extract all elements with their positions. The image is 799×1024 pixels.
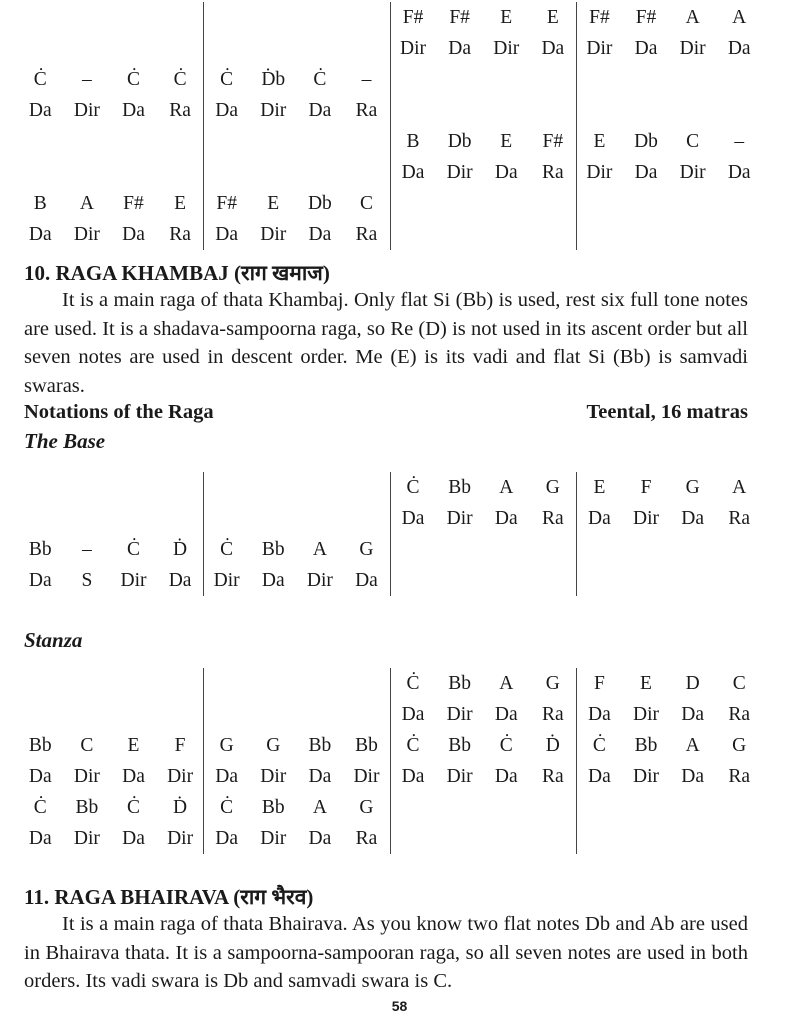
notation-cell: Ċ [173, 69, 187, 90]
notation-cell: Da [122, 224, 145, 245]
notation-cell: Da [588, 508, 611, 529]
notation-cell: E [127, 735, 140, 756]
notation-cell: Da [681, 766, 704, 787]
notation-cell: Ċ [33, 797, 47, 818]
notation-cell: Dir [167, 828, 194, 849]
notation-cell: Ra [355, 100, 378, 121]
notation-cell: Bb [261, 539, 285, 560]
notation-cell: E [593, 131, 606, 152]
notation-cell: Ra [541, 508, 564, 529]
notation-cell: E [640, 673, 652, 694]
notation-cell: Da [215, 766, 239, 787]
notation-cell: Da [168, 570, 192, 591]
notation-cell: Ċ [406, 673, 420, 694]
notation-cell: Bb [448, 477, 472, 498]
notation-cell: A [732, 477, 747, 498]
notation-cell: B [33, 193, 47, 214]
taal-label: Teental, 16 matras [586, 401, 748, 423]
notation-cell: Ċ [592, 735, 606, 756]
notation-cell: – [82, 69, 92, 90]
notation-cell: G [732, 735, 747, 756]
notation-cell: E [267, 193, 280, 214]
notation-cell: Ċ [126, 539, 140, 560]
notation-cell: Dir [260, 766, 287, 787]
notation-cell: A [312, 797, 327, 818]
notation-cell: Ċ [126, 797, 140, 818]
measure-divider [576, 472, 577, 596]
notations-label: Notations of the Raga [24, 401, 214, 423]
notation-cell: Ċ [220, 69, 234, 90]
notation-cell: Db [447, 131, 472, 152]
page-number: 58 [391, 998, 408, 1014]
stanza-label: Stanza [24, 628, 83, 652]
notation-cell: Ra [355, 828, 378, 849]
notation-cell: Dir [633, 766, 660, 787]
notation-cell: A [732, 7, 747, 28]
notation-cell: Dir [260, 828, 287, 849]
notation-cell: Db [307, 193, 332, 214]
notation-cell: Bb [448, 735, 472, 756]
notation-cell: G [685, 477, 700, 498]
notation-cell: Da [494, 162, 518, 183]
notation-cell: Bb [75, 797, 99, 818]
notation-cell: Ċ [126, 69, 140, 90]
notation-cell: Da [215, 224, 239, 245]
notation-cell: Da [401, 162, 425, 183]
notation-cell: Dir [633, 508, 660, 529]
notation-cell: Dir [446, 766, 473, 787]
notation-cell: Da [28, 766, 52, 787]
measure-divider [576, 668, 577, 854]
notation-cell: Dir [260, 224, 287, 245]
notation-cell: Dir [73, 766, 100, 787]
notation-cell: Da [494, 704, 518, 725]
notation-cell: F# [635, 7, 657, 28]
measure-divider [203, 2, 204, 250]
notation-cell: Ċ [406, 477, 420, 498]
notation-cell: Da [122, 828, 145, 849]
notation-cell: Dir [446, 508, 473, 529]
notation-cell: Ra [541, 704, 564, 725]
notation-cell: Ḋ [173, 797, 188, 818]
notation-table-stanza [17, 668, 763, 854]
notation-cell: Ra [541, 766, 564, 787]
notation-cell: A [312, 539, 327, 560]
notation-cell: E [500, 131, 513, 152]
notation-cell: G [359, 539, 374, 560]
notation-cell: Da [401, 508, 425, 529]
notation-cell: F [593, 673, 605, 694]
measure-divider [390, 472, 391, 596]
notation-cell: Dir [679, 162, 706, 183]
notation-cell: Da [215, 100, 239, 121]
notation-cell: Da [355, 570, 378, 591]
notation-cell: Dir [73, 828, 100, 849]
notation-cell: Dir [120, 570, 147, 591]
notation-cell: A [499, 673, 514, 694]
notation-cell: Da [727, 162, 751, 183]
notation-cell: Dir [586, 162, 613, 183]
notation-cell: G [219, 735, 234, 756]
notation-cell: Da [28, 224, 52, 245]
notation-cell: Ra [728, 704, 751, 725]
section-11-paragraph: It is a main raga of thata Bhairava. As you know two flat notes Db and Ab are used in Bhairava thata. It is a sampoorna-sampooran raga, so all seven notes are used in both orders. Its vadi swara is Db and samvadi swara is C. [24, 913, 748, 993]
notation-cell: Da [261, 570, 285, 591]
notation-cell: Db [634, 131, 658, 152]
notation-cell: Ra [169, 100, 191, 121]
notation-cell: Da [448, 38, 472, 59]
notation-cell: Ċ [220, 797, 234, 818]
notation-cell: Da [727, 38, 751, 59]
notation-cell: Bb [448, 673, 472, 694]
notation-cell: E [546, 7, 559, 28]
notation-cell: G [359, 797, 374, 818]
notation-cell: Da [681, 704, 704, 725]
notation-cell: E [593, 477, 606, 498]
notation-cell: Da [681, 508, 704, 529]
measure-divider [576, 2, 577, 250]
notation-cell: Da [308, 100, 332, 121]
notation-cell: Ċ [33, 69, 47, 90]
notation-cell: Dir [400, 38, 427, 59]
notation-cell: Ra [355, 224, 378, 245]
notation-cell: Da [28, 828, 52, 849]
notation-cell: Dir [446, 704, 473, 725]
notation-cell: Da [541, 38, 565, 59]
notation-cell: Da [215, 828, 239, 849]
notation-cell: Dir [260, 100, 287, 121]
notation-cell: Dir [167, 766, 194, 787]
notation-cell: F# [589, 7, 610, 28]
measure-divider [390, 668, 391, 854]
notation-cell: Da [122, 766, 145, 787]
notation-cell: C [80, 735, 94, 756]
notation-cell: D [685, 673, 700, 694]
notation-cell: Da [401, 766, 425, 787]
notation-cell: C [359, 193, 373, 214]
notation-cell: E [174, 193, 187, 214]
notation-cell: Ḋb [261, 69, 286, 90]
notation-cell: Ra [728, 766, 751, 787]
notation-cell: G [266, 735, 281, 756]
notation-cell: Dir [633, 704, 660, 725]
notation-cell: Da [401, 704, 425, 725]
notation-cell: Bb [28, 735, 52, 756]
notation-cell: Ḋ [173, 539, 188, 560]
notation-cell: Ċ [313, 69, 327, 90]
notation-cell: Ra [169, 224, 191, 245]
notation-cell: Da [494, 508, 518, 529]
notation-cell: Dir [493, 38, 520, 59]
notation-cell: A [79, 193, 94, 214]
notation-cell: Dir [679, 38, 706, 59]
notation-cell: Bb [355, 735, 378, 756]
notation-table-base [17, 472, 763, 596]
notation-cell: Bb [634, 735, 658, 756]
notation-cell: G [545, 673, 560, 694]
section-10-paragraph: It is a main raga of thata Khambaj. Only flat Si (Bb) is used, rest six full tone notes are used. It is a shadava-sampoorna raga, so Re (D) is not used in its ascent order but all seven notes are used in descent order. Me (E) is its vadi and flat Si (Bb) is samvadi swaras. [24, 289, 748, 397]
notation-cell: A [685, 735, 700, 756]
notation-cell: F# [402, 7, 424, 28]
notation-cell: Bb [28, 539, 52, 560]
notation-cell: Ċ [406, 735, 420, 756]
notation-cell: Dir [306, 570, 333, 591]
notation-cell: Da [634, 162, 658, 183]
notation-cell: Dir [73, 100, 100, 121]
notation-cell: Da [588, 766, 611, 787]
notation-cell: F# [449, 7, 470, 28]
section-11-heading: 11. RAGA BHAIRAVA (राग भैरव) [24, 885, 314, 909]
notation-cell: – [361, 69, 372, 90]
notation-cell: C [686, 131, 700, 152]
notation-cell: Ċ [499, 735, 513, 756]
notation-cell: Ċ [220, 539, 234, 560]
notation-cell: C [732, 673, 746, 694]
notation-cell: Ra [728, 508, 751, 529]
notation-cell: A [499, 477, 514, 498]
notation-cell: G [545, 477, 560, 498]
notation-cell: Dir [213, 570, 240, 591]
notation-cell: Da [122, 100, 145, 121]
notation-cell: F# [216, 193, 237, 214]
notation-cell: Da [308, 224, 332, 245]
notation-cell: Da [588, 704, 611, 725]
notation-cell: F# [123, 193, 144, 214]
base-label: The Base [24, 429, 106, 453]
measure-divider [390, 2, 391, 250]
notation-cell: B [406, 131, 420, 152]
notation-table-previous [17, 2, 763, 250]
notation-cell: Da [308, 828, 332, 849]
notation-cell: F [640, 477, 652, 498]
notation-cell: Bb [261, 797, 285, 818]
notation-cell: Da [308, 766, 332, 787]
section-10-heading: 10. RAGA KHAMBAJ (राग खमाज) [24, 261, 330, 285]
notation-cell: Ra [541, 162, 564, 183]
notation-cell: F# [542, 131, 564, 152]
notation-cell: Ḋ [545, 735, 560, 756]
notation-cell: – [734, 131, 745, 152]
notation-cell: F [174, 735, 186, 756]
notation-cell: – [82, 539, 92, 560]
notation-cell: Dir [586, 38, 613, 59]
measure-divider [203, 668, 204, 854]
notation-cell: Dir [446, 162, 473, 183]
notation-cell: Da [634, 38, 658, 59]
notation-cell: E [500, 7, 513, 28]
notation-cell: A [685, 7, 700, 28]
measure-divider [203, 472, 204, 596]
notation-cell: S [81, 570, 93, 591]
notation-cell: Dir [73, 224, 100, 245]
notation-cell: Dir [353, 766, 380, 787]
notation-cell: Da [494, 766, 518, 787]
notation-cell: Da [28, 100, 52, 121]
notation-cell: Da [28, 570, 52, 591]
notation-cell: Bb [308, 735, 332, 756]
